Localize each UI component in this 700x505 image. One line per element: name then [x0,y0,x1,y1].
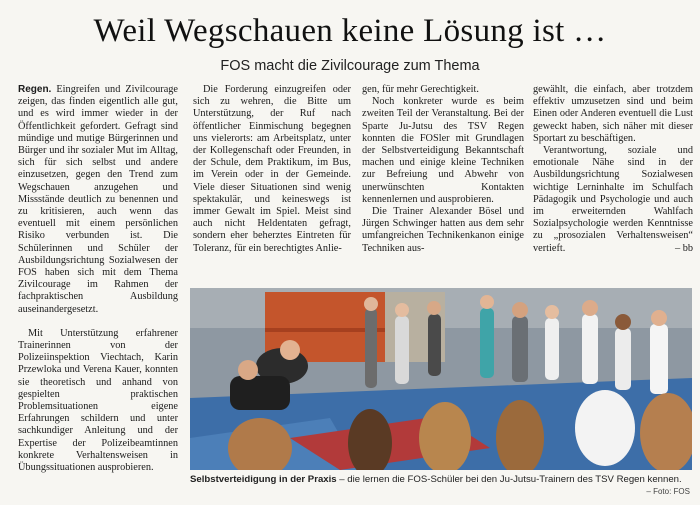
article-column-1 [18,84,178,474]
headline: Weil Wegschauen keine Lösung ist … [93,13,607,49]
paragraph: Die Forderung einzugreifen oder sich zu wehren, die Bitte um Unterstützung, der Ruf nach öffentlicher Einmischung begegnen uns vielerorts: am Arbeitsplatz, unter der Kollegenschaft oder Freunden, in der Schule, dem Praktikum, im Bus, im Verein oder in der Gemeinde. Viele dieser Situationen sind wenig spektakulär, und keineswegs ist immer Gewalt im Spiel. Meist sind auch nicht Heldentaten gefragt, sondern eher beherztes Eintreten für Toleranz, für ein berechtigtes Anlie- [193,84,351,254]
photo-credit: – Foto: FOS [646,487,690,496]
article-column-2 [193,84,351,255]
subheadline: FOS macht die Zivilcourage zum Thema [220,58,480,74]
article-column-4 [533,84,693,255]
article-column-3 [362,84,524,255]
paragraph: gen, für mehr Gerechtigkeit. [362,84,479,95]
article-photo [190,288,692,470]
author-signature: – bb [674,242,693,254]
paragraph [18,84,178,316]
paragraph-text: Verantwortung, soziale und emotionale Nähe sind in der Ausbildungsrichtung Sozialwesen wichtige Lerninhalte im Schulfach Pädagogik und Psychologie und auch im erweiternden Wahlfach Sozialpsychologie werden Kenntnisse zu „prosozialen Verhaltensweisen“ vertieft. [533,145,693,254]
paragraph-text: Eingreifen und Zivilcourage zeigen, das finden eigentlich alle gut, und es wird immer wieder in der Öffentlichkeit gefordert. Gefragt sind mündige und mutige Bürgerinnen und Bürger und ihr sozialer Mut im Alltag, sich für sich selbst und andere einzusetzen, gegen den Trend zum Wegschauen anzugehen und Missstände deutlich zu benennen und zu kritisieren, auch wenn das eventuell mit einem persönlichen Risiko verbunden ist. Die Schülerinnen und Schüler der Ausbildungsrichtung Sozialwesen der FOS haben sich mit dem Thema Zivilcourage im Rahmen der fachpraktischen Ausbildung auseinandergesetzt. [18,84,178,315]
paragraph: gewählt, die einfach, aber trotzdem effektiv umzusetzen sind und beim Einen oder Anderen eventuell die Lust geweckt haben, sich näher mit dieser Sportart zu beschäftigen. [533,84,693,144]
photo-caption [190,474,692,496]
paragraph: Mit Unterstützung erfahrener Trainerinnen von der Polizeiinspektion Viechtach, Karin Przewloka und Verena Kauer, konnten sie theoretisch und anhand von gespielten praktischen Problemsituationen eigene Erfahrungen schildern und unter sachkundiger Anleitung und der Expertise der Polizeibeamtinnen konkrete Verhaltensweisen in Übungssituationen ausprobieren. [18,327,178,474]
caption-lead: Selbstverteidigung in der Praxis [190,474,337,485]
paragraph: Noch konkreter wurde es beim zweiten Teil der Veranstaltung. Bei der Sparte Ju-Jutsu des TSV Regen konnten die FOSler mit Grundlagen der Selbstverteidigung Bekanntschaft machen und einige kleine Techniken zur Befreiung und Abwehr von unerwünschten Kontakten kennenlernen und ausprobieren. [362,96,524,205]
caption-text: – die lernen die FOS-Schüler bei den Ju-Jutsu-Trainern des TSV Regen kennen. [336,474,682,485]
photo-illustration [190,288,692,470]
paragraph: Die Trainer Alexander Bösel und Jürgen Schwinger hatten aus dem sehr umfangreichen Technikenkanon einige Techniken aus- [362,206,524,254]
paragraph [533,145,693,255]
dateline: Regen. [18,84,52,95]
